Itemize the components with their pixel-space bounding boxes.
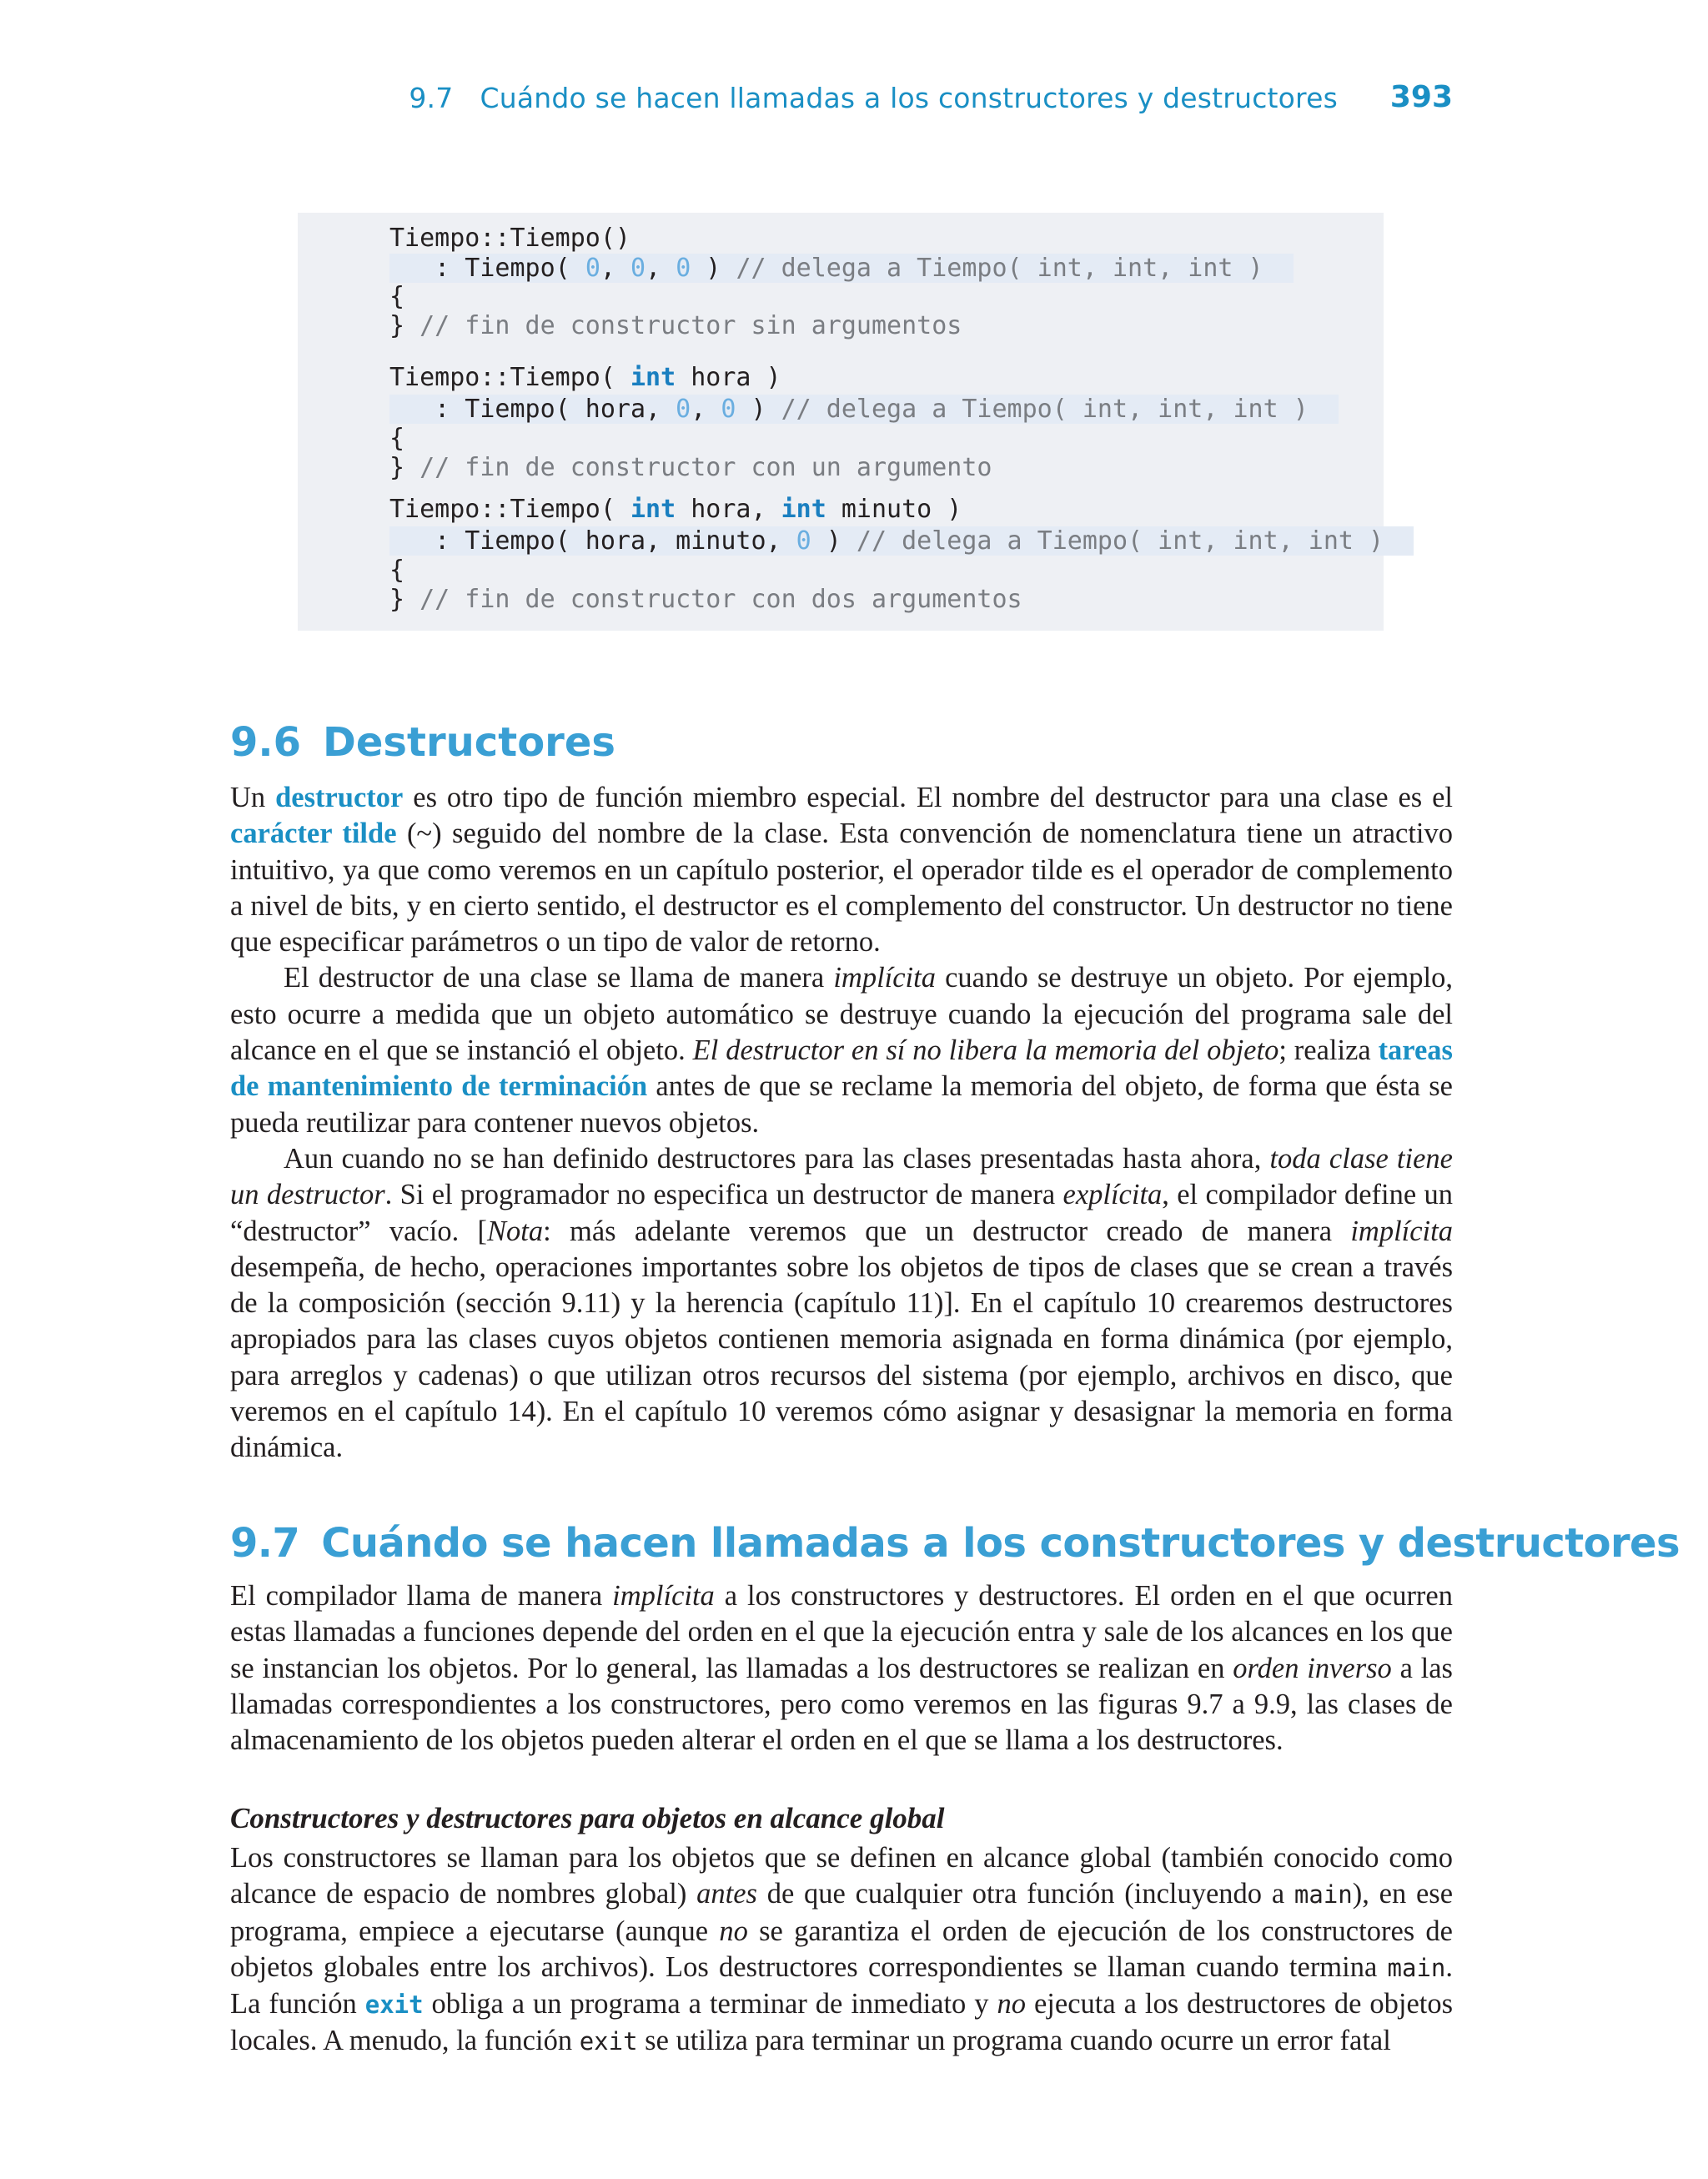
section-heading-9-6 [230, 719, 615, 766]
code-number: 0 [796, 526, 811, 556]
code-number: 0 [630, 254, 646, 283]
inline-code: main [1387, 1953, 1446, 1982]
code-text: : Tiempo( hora, [389, 395, 676, 424]
code-line-8 [389, 453, 992, 483]
code-text: hora ) [676, 363, 781, 392]
text: a los constructores y destructores. El orden en el que ocurren estas llamadas a funciones depende del orden en el que la ejecución entra y sale de los alcances en los que se instancian los objetos. Por lo general, las llamadas a los destructores se realizan en [230, 1580, 1453, 1684]
text: . Si el programador no especifica un destructor de manera [384, 1179, 1063, 1211]
section-title: Cuándo se hacen llamadas a los constructores y destructores [321, 1520, 1680, 1567]
code-line-1 [389, 224, 630, 254]
code-comment: // fin de constructor con un argumento [419, 453, 992, 482]
code-text: } [389, 453, 420, 482]
text: se utiliza para terminar un programa cuando ocurre un error fatal [637, 2025, 1391, 2057]
code-comment: // delega a Tiempo( int, int, int ) [856, 526, 1384, 556]
section-number: 9.7 [230, 1520, 300, 1567]
inline-code: exit [579, 2027, 638, 2056]
code-highlight [389, 254, 1294, 283]
code-text: , [600, 254, 630, 283]
code-text: Tiempo::Tiempo() [389, 224, 630, 253]
code-text: ) [736, 395, 781, 424]
code-text: ) [691, 254, 736, 283]
emphasis: no [719, 1915, 748, 1947]
code-number: 0 [676, 395, 691, 424]
text: (~) seguido del nombre de la clase. Esta convención de nomenclatura tiene un atractivo intuitivo, ya que como veremos en un capítulo posterior, el operador tilde es el operador de complemento a nivel de bits, y en cierto sentido, el destructor es el complemento del constructor. Un destructor no tiene que especificar parámetros o un tipo de valor de retorno. [230, 818, 1453, 959]
running-head-section-title: Cuándo se hacen llamadas a los constructores y destructores [480, 82, 1338, 114]
code-line-3 [389, 282, 404, 312]
code-text: } [389, 585, 420, 614]
text: ; realiza [1278, 1034, 1379, 1067]
text: ejecuta a los destructores de objetos locales. A menudo, la función [230, 1988, 1454, 2057]
code-text: : Tiempo( hora, minuto, [389, 526, 796, 556]
text: es otro tipo de función miembro especial. El nombre del destructor para una clase es el [403, 782, 1453, 813]
code-line-6 [389, 395, 1339, 425]
text: cuando se destruye un objeto. Por ejemplo, esto ocurre a medida que un objeto automático se destruye cuando la ejecución del programa sale del alcance en el que se instanció el objeto. [230, 962, 1453, 1067]
emphasis: no [997, 1988, 1027, 2020]
emphasis: implícita [833, 962, 936, 994]
page-number: 393 [1389, 80, 1453, 114]
section-9-6-body [230, 780, 1453, 1467]
emphasis: Nota [487, 1215, 544, 1247]
text: : más adelante veremos que un destructor creado de manera [543, 1215, 1351, 1247]
code-comment: // delega a Tiempo( int, int, int ) [781, 395, 1309, 424]
code-line-5 [389, 363, 781, 393]
running-head-section-number: 9.7 [409, 82, 454, 114]
code-text: Tiempo::Tiempo( [389, 495, 630, 524]
code-text: , [691, 395, 721, 424]
text: desempeña, de hecho, operaciones importantes sobre los objetos de tipos de clases que se crean a través de la composición (sección 9.11) y la herencia (capítulo 11)]. En el capítulo 10 crearemos destructores apropiados para las clases cuyos objetos contienen memoria asignada en forma dinámica (por ejemplo, para arreglos y cadenas) o que utilizan otros recursos del sistema (por ejemplo, archivos en disco, que veremos en el capítulo 14). En el capítulo 10 veremos cómo asignar y desasignar la memoria en forma dinámica. [230, 1251, 1453, 1464]
paragraph [230, 1141, 1453, 1467]
section-heading-9-7 [230, 1520, 1680, 1567]
global-scope-body [230, 1840, 1453, 2061]
code-line-12 [389, 585, 1022, 615]
section-number: 9.6 [230, 719, 302, 766]
emphasis: implícita [612, 1580, 715, 1612]
text: obliga a un programa a terminar de inmediato y [423, 1988, 997, 2020]
code-text: : Tiempo( [389, 254, 585, 283]
code-line-2 [389, 254, 1294, 284]
paragraph [230, 960, 1453, 1140]
code-line-11 [389, 556, 404, 586]
code-text: minuto ) [826, 495, 962, 524]
text: El destructor de una clase se llama de manera [284, 962, 834, 994]
code-line-9 [389, 495, 962, 525]
subsection-heading: Constructores y destructores para objetos en alcance global [230, 1802, 945, 1834]
code-text: Tiempo::Tiempo( [389, 363, 630, 392]
code-text: hora, [676, 495, 781, 524]
inline-code-term: exit [364, 1990, 424, 2020]
section-title: Destructores [323, 719, 615, 766]
text: ), en ese programa, empiece a ejecutarse (aunque [230, 1878, 1454, 1947]
emphasis: El destructor en sí no libera la memoria del objeto [692, 1034, 1279, 1067]
code-text: , [646, 254, 676, 283]
text: Un [230, 782, 276, 813]
text: El compilador llama de manera [230, 1580, 613, 1612]
emphasis: orden inverso [1233, 1652, 1392, 1684]
key-term: destructor [275, 782, 404, 813]
section-9-7-body [230, 1578, 1453, 1759]
code-number: 0 [721, 395, 736, 424]
running-head [230, 80, 1453, 122]
emphasis: implícita [1350, 1215, 1453, 1247]
text: , el compilador define un “destructor” vacío. [ [230, 1179, 1453, 1247]
code-number: 0 [585, 254, 600, 283]
code-line-10 [389, 526, 1414, 556]
key-term: tareas de mantenimiento de terminación [230, 1034, 1453, 1103]
text: se garantiza el orden de ejecución de los constructores de objetos globales entre los archivos). Los destructores correspondientes se llaman cuando termina [230, 1915, 1453, 1983]
emphasis: toda clase tiene un destructor [230, 1142, 1453, 1211]
running-head-title [409, 82, 1338, 114]
emphasis: explícita [1062, 1179, 1163, 1211]
text: Aun cuando no se han definido destructores para las clases presentadas hasta ahora, [284, 1142, 1270, 1175]
code-keyword: int [630, 363, 676, 392]
text: Los constructores se llaman para los objetos que se definen en alcance global (también conocido como alcance de espacio de nombres global) [230, 1842, 1453, 1910]
code-highlight [389, 395, 1339, 424]
text: de que cualquier otra función (incluyendo a [756, 1878, 1294, 1910]
text: . La función [230, 1950, 1453, 2020]
code-text: } [389, 311, 420, 340]
paragraph [230, 1840, 1453, 2061]
code-text: { [389, 424, 405, 453]
code-keyword: int [781, 495, 826, 524]
text: antes de que se reclame la memoria del objeto, de forma que ésta se pueda reutilizar para contener nuevos objetos. [230, 1070, 1453, 1139]
code-text: { [389, 556, 405, 585]
key-term: carácter tilde [230, 818, 397, 850]
code-keyword: int [630, 495, 676, 524]
code-line-7 [389, 424, 404, 454]
code-comment: // fin de constructor con dos argumentos [419, 585, 1022, 614]
paragraph [230, 780, 1453, 960]
code-listing [298, 213, 1384, 631]
code-text: ) [811, 526, 857, 556]
code-comment: // delega a Tiempo( int, int, int ) [736, 254, 1263, 283]
paragraph [230, 1578, 1453, 1759]
code-number: 0 [676, 254, 691, 283]
code-line-4 [389, 311, 962, 341]
code-comment: // fin de constructor sin argumentos [419, 311, 962, 340]
code-highlight [389, 526, 1414, 556]
code-text: { [389, 282, 405, 311]
text: a las llamadas correspondientes a los constructores, pero como veremos en las figuras 9.7 a 9.9, las clases de almacenamiento de los objetos pueden alterar el orden en el que se llama a los destructores. [230, 1652, 1453, 1757]
inline-code: main [1294, 1880, 1353, 1910]
emphasis: antes [696, 1878, 757, 1910]
